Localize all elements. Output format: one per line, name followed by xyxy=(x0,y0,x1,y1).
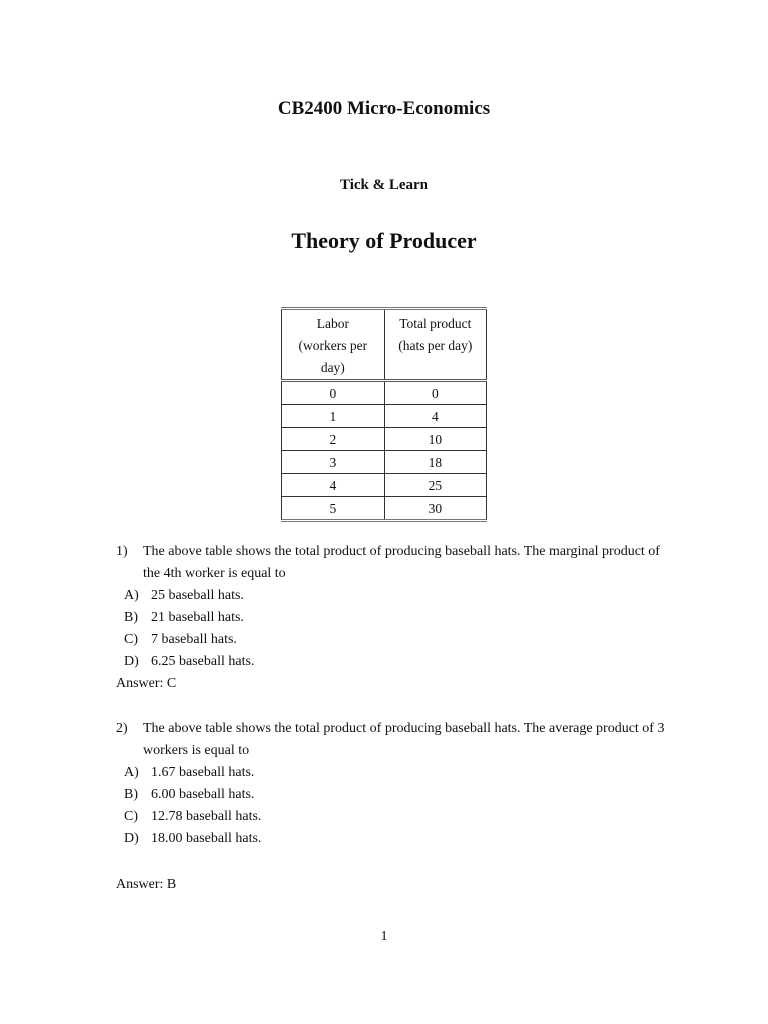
option-text: 7 baseball hats. xyxy=(151,632,237,647)
total-product-cell: 0 xyxy=(384,381,486,405)
option-letter: A) xyxy=(124,765,139,780)
page-number: 1 xyxy=(380,929,388,944)
total-product-cell: 4 xyxy=(384,405,486,428)
header-total-product-line: (hats per day) xyxy=(398,338,473,353)
production-table xyxy=(281,307,487,522)
option-text: 1.67 baseball hats. xyxy=(151,765,255,780)
answer-text: Answer: C xyxy=(116,676,177,691)
question-number: 2) xyxy=(116,721,128,736)
labor-cell: 2 xyxy=(282,428,385,451)
labor-cell: 1 xyxy=(282,405,385,428)
option-text: 6.25 baseball hats. xyxy=(151,654,255,669)
table-row xyxy=(282,497,487,521)
option-letter: B) xyxy=(124,787,138,802)
question-stem xyxy=(116,718,676,762)
option-d xyxy=(116,651,676,673)
header-total-product-line: Total product xyxy=(399,316,472,331)
answer-text: Answer: B xyxy=(116,877,177,892)
table-row xyxy=(282,405,487,428)
option-text: 18.00 baseball hats. xyxy=(151,831,262,846)
option-text: 6.00 baseball hats. xyxy=(151,787,255,802)
table-row xyxy=(282,381,487,405)
table-header-row xyxy=(282,309,487,381)
option-a xyxy=(116,585,676,607)
question-stem xyxy=(116,541,676,585)
header-labor-line: day) xyxy=(320,360,345,375)
table-row xyxy=(282,474,487,497)
option-b xyxy=(116,784,676,806)
header-total-product xyxy=(384,309,486,381)
option-b xyxy=(116,607,676,629)
question-number: 1) xyxy=(116,544,128,559)
option-letter: C) xyxy=(124,632,138,647)
table-row xyxy=(282,451,487,474)
option-c xyxy=(116,629,676,651)
production-table-container xyxy=(281,307,487,522)
question-text: The above table shows the total product of producing baseball hats. The marginal product of the 4th worker is equal to xyxy=(143,544,660,581)
option-c xyxy=(116,806,676,828)
option-letter: D) xyxy=(124,831,139,846)
labor-cell: 3 xyxy=(282,451,385,474)
header-labor-line: (workers per xyxy=(298,338,368,353)
question-text: The above table shows the total product of producing baseball hats. The average product of 3 workers is equal to xyxy=(143,721,665,758)
labor-cell: 0 xyxy=(282,381,385,405)
option-letter: D) xyxy=(124,654,139,669)
question-1 xyxy=(116,541,676,695)
total-product-cell: 25 xyxy=(384,474,486,497)
option-letter: A) xyxy=(124,588,139,603)
question-2 xyxy=(116,718,676,850)
labor-cell: 5 xyxy=(282,497,385,521)
labor-cell: 4 xyxy=(282,474,385,497)
total-product-cell: 30 xyxy=(384,497,486,521)
option-text: 21 baseball hats. xyxy=(151,610,244,625)
option-text: 25 baseball hats. xyxy=(151,588,244,603)
option-d xyxy=(116,828,676,850)
total-product-cell: 10 xyxy=(384,428,486,451)
header-labor xyxy=(282,309,385,381)
header-labor-line: Labor xyxy=(316,316,349,331)
option-text: 12.78 baseball hats. xyxy=(151,809,262,824)
option-letter: C) xyxy=(124,809,138,824)
option-letter: B) xyxy=(124,610,138,625)
option-a xyxy=(116,762,676,784)
course-title: CB2400 Micro-Economics xyxy=(277,98,491,119)
document-subtitle: Tick & Learn xyxy=(339,177,429,193)
page-title: Theory of Producer xyxy=(291,228,477,253)
table-row xyxy=(282,428,487,451)
total-product-cell: 18 xyxy=(384,451,486,474)
